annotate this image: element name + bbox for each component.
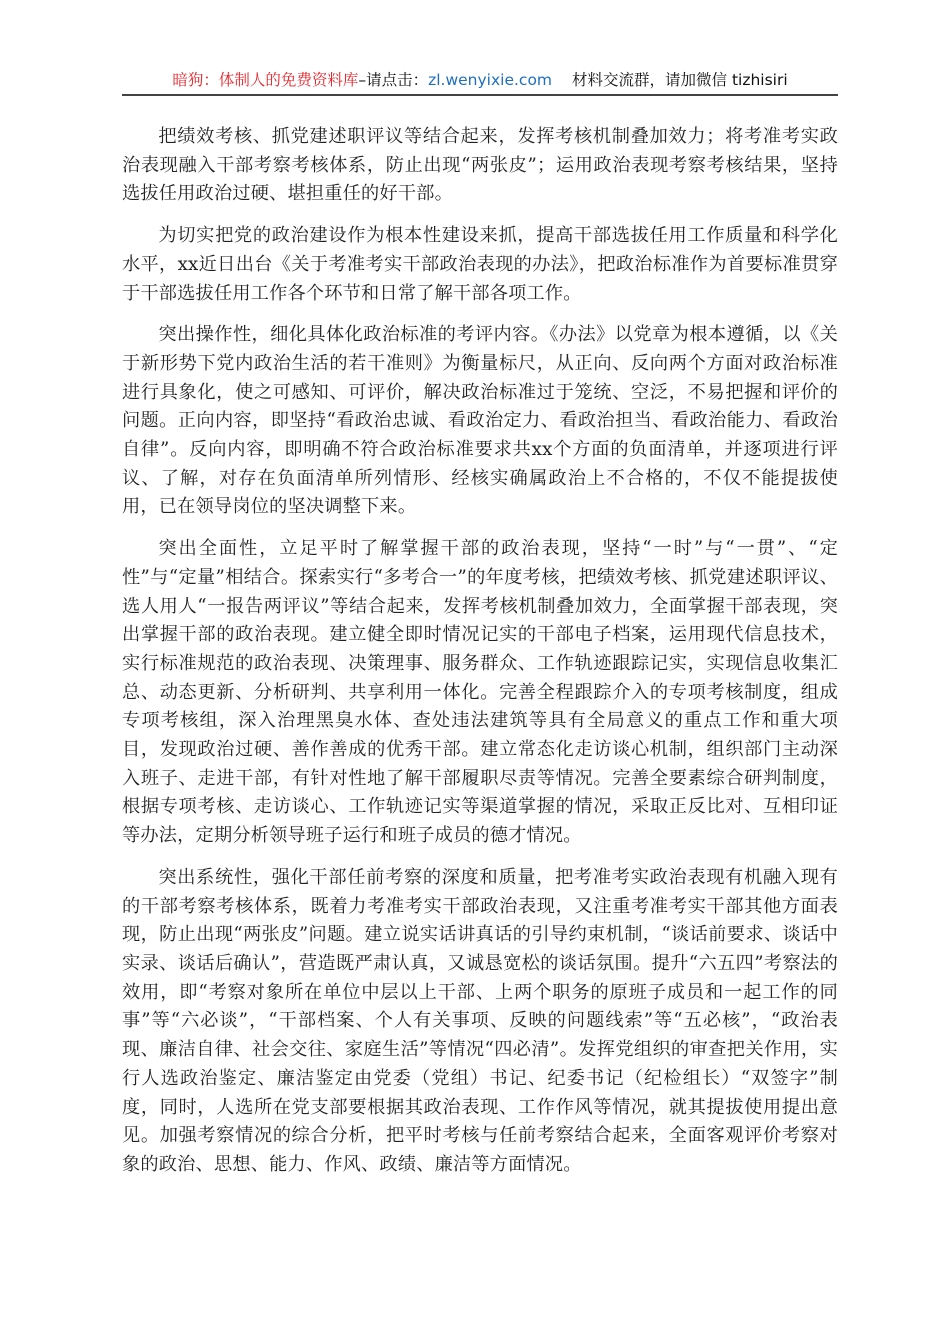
paragraph: 突出全面性，立足平时了解掌握干部的政治表现，坚持“一时”与“一贯”、“定性”与“定量”相结合。探索实行“多考合一”的年度考核，把绩效考核、抓党建述职评议、选人用人“一报告两评议”等结合起来，发挥考核机制叠加效力，全面掌握干部表现，突出掌握干部的政治表现。建立健全即时情况记实的干部电子档案，运用现代信息技术，实行标准规范的政治表现、决策理事、服务群众、工作轨迹跟踪记实，实现信息收集汇总、动态更新、分析研判、共享利用一体化。完善全程跟踪介入的专项考核制度，组成专项考核组，深入治理黑臭水体、查处违法建筑等具有全局意义的重点工作和重大项目，发现政治过硬、善作善成的优秀干部。建立常态化走访谈心机制，组织部门主动深入班子、走进干部，有针对性地了解干部履职尽责等情况。完善全要素综合研判制度，根据专项考核、走访谈心、工作轨迹记实等渠道掌握的情况，采取正反比对、互相印证等办法，定期分析领导班子运行和班子成员的德才情况。 xyxy=(122,538,838,847)
paragraph: 为切实把党的政治建设作为根本性建设来抓，提高干部选拔任用工作质量和科学化水平，xx近日出台《关于考准考实干部政治表现的办法》，把政治标准作为首要标准贯穿于干部选拔任用工作各个环节和日常了解干部各项工作。 xyxy=(122,225,838,304)
paragraph: 把绩效考核、抓党建述职评议等结合起来，发挥考核机制叠加效力；将考准考实政治表现融入干部考察考核体系，防止出现“两张皮”；运用政治表现考察考核结果，坚持选拔任用政治过硬、堪担重任的好干部。 xyxy=(122,126,838,205)
header-divider xyxy=(122,94,838,96)
site-name: 暗狗：体制人的免费资料库 xyxy=(172,71,359,89)
site-link[interactable]: zl.wenyixie.com xyxy=(428,71,553,89)
paragraph: 突出系统性，强化干部任前考察的深度和质量，把考准考实政治表现有机融入现有的干部考察考核体系，既着力考准考实干部政治表现，又注重考准考实干部其他方面表现，防止出现“两张皮”问题。建立说实话讲真话的引导约束机制，“谈话前要求、谈话中实录、谈话后确认”，营造既严肃认真，又诚恳宽松的谈话氛围。提升“六五四”考察法的效用，即“考察对象所在单位中层以上干部、上两个职务的原班子成员和一起工作的同事”等“六必谈”，“干部档案、个人有关事项、反映的问题线索”等“五必核”，“政治表现、廉洁自律、社会交往、家庭生活”等情况“四必清”。发挥党组织的审查把关作用，实行人选政治鉴定、廉洁鉴定由党委（党组）书记、纪委书记（纪检组长）“双签字”制度，同时，人选所在党支部要根据其政治表现、工作作风等情况，就其提拔使用提出意见。加强考察情况的综合分析，把平时考核与任前考察结合起来，全面客观评价考察对象的政治、思想、能力、作风、政绩、廉洁等方面情况。 xyxy=(122,866,838,1175)
document-body xyxy=(122,123,838,1193)
group-note: 材料交流群，请加微信 tizhisiri xyxy=(572,71,788,89)
click-prompt: –请点击： xyxy=(358,71,429,89)
paragraph: 突出操作性，细化具体化政治标准的考评内容。《办法》以党章为根本遵循，以《关于新形势下党内政治生活的若干准则》为衡量标尺，从正向、反向两个方面对政治标准进行具象化，使之可感知、可评价，解决政治标准过于笼统、空泛，不易把握和评价的问题。正向内容，即坚持“看政治忠诚、看政治定力、看政治担当、看政治能力、看政治自律”。反向内容，即明确不符合政治标准要求共xx个方面的负面清单，并逐项进行评议、了解，对存在负面清单所列情形、经核实确属政治上不合格的，不仅不能提拔使用，已在领导岗位的坚决调整下来。 xyxy=(122,324,838,518)
page-header xyxy=(122,66,838,94)
